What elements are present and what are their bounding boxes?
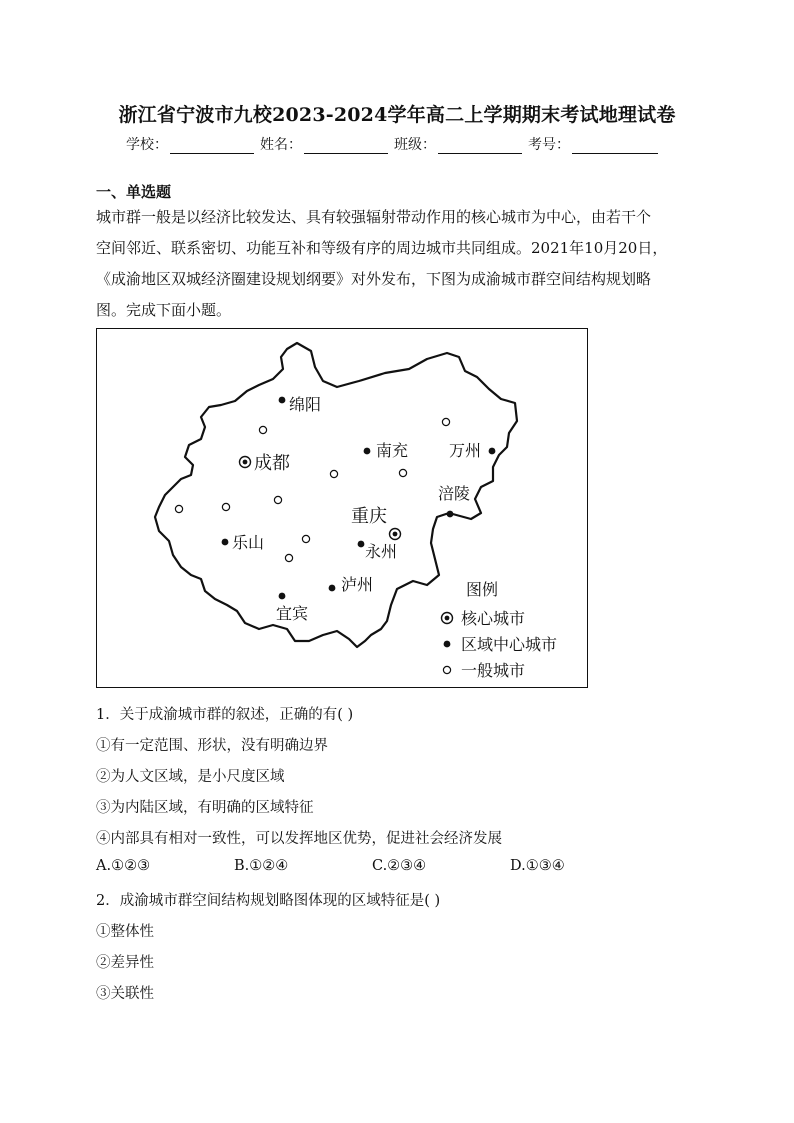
legend-title: 图例 — [466, 580, 499, 599]
general-city-marker — [285, 554, 292, 561]
student-info-row — [126, 134, 664, 154]
general-city-marker — [222, 503, 229, 510]
legend-regional-symbol — [444, 641, 451, 648]
question-1-stem: 1．关于成渝城市群的叙述，正确的有( ) — [96, 707, 354, 723]
legend-general-label: 一般城市 — [461, 661, 526, 680]
class-label: 班级： — [394, 137, 436, 153]
legend-core-symbol — [442, 613, 453, 624]
general-city-marker — [302, 535, 309, 542]
intro-line: 空间邻近、联系密切、功能互补和等级有序的周边城市共同组成。2021年10月20日， — [96, 239, 668, 257]
question-2-statement: ①整体性 — [96, 924, 154, 940]
legend-core-label: 核心城市 — [461, 609, 526, 628]
option-b[interactable]: B.①②④ — [234, 858, 289, 874]
general-city-marker — [175, 505, 182, 512]
city-marker-leshan — [222, 539, 229, 546]
question-2-statement: ③关联性 — [96, 986, 154, 1002]
general-city-marker — [442, 418, 449, 425]
city-marker-chongqing — [390, 529, 401, 540]
intro-line: 城市群一般是以经济比较发达、具有较强辐射带动作用的核心城市为中心，由若干个 — [96, 208, 652, 226]
city-marker-wanzhou — [489, 448, 496, 455]
city-marker-yongzhou — [358, 541, 365, 548]
general-city-marker — [274, 496, 281, 503]
city-label-leshan: 乐山 — [232, 533, 265, 552]
option-a[interactable]: A.①②③ — [96, 858, 151, 874]
city-label-fuling: 涪陵 — [438, 484, 471, 503]
option-d[interactable]: D.①③④ — [510, 858, 565, 874]
name-blank[interactable] — [304, 137, 388, 154]
city-label-yongzhou: 永州 — [365, 542, 398, 561]
intro-line: 图。完成下面小题。 — [96, 301, 232, 319]
map-legend — [442, 580, 558, 680]
intro-line: 《成渝地区双城经济圈建设规划纲要》对外发布，下图为成渝城市群空间结构规划略 — [96, 270, 652, 288]
city-marker-chengdu — [240, 457, 251, 468]
class-blank[interactable] — [438, 137, 522, 154]
question-1-statement: ①有一定范围、形状，没有明确边界 — [96, 738, 328, 754]
exam-number-label: 考号： — [528, 137, 570, 153]
general-city-marker — [399, 469, 406, 476]
city-marker-fuling — [447, 511, 454, 518]
section-heading: 一、单选题 — [96, 183, 172, 201]
general-city-marker — [330, 470, 337, 477]
city-label-luzhou: 泸州 — [341, 575, 374, 594]
city-label-nanchong: 南充 — [376, 441, 409, 460]
question-1-options — [96, 858, 706, 880]
question-1-statement: ②为人文区域，是小尺度区域 — [96, 769, 285, 785]
question-2-statement: ②差异性 — [96, 955, 154, 971]
legend-regional-label: 区域中心城市 — [461, 635, 558, 654]
general-city-marker — [259, 426, 266, 433]
name-label: 姓名： — [260, 137, 302, 153]
city-label-yibin: 宜宾 — [276, 604, 309, 623]
question-2-stem: 2．成渝城市群空间结构规划略图体现的区域特征是( ) — [96, 893, 441, 909]
city-label-chengdu: 成都 — [254, 453, 290, 474]
city-label-mianyang: 绵阳 — [289, 395, 322, 414]
city-label-chongqing: 重庆 — [351, 506, 387, 527]
city-marker-luzhou — [329, 585, 336, 592]
city-label-wanzhou: 万州 — [449, 441, 482, 460]
chengyu-map-figure — [96, 328, 588, 688]
school-blank[interactable] — [170, 137, 254, 154]
city-marker-yibin — [279, 593, 286, 600]
chengyu-map-svg — [97, 329, 587, 686]
question-1-statement: ③为内陆区域，有明确的区域特征 — [96, 800, 314, 816]
city-marker-mianyang — [279, 397, 286, 404]
city-marker-nanchong — [364, 448, 371, 455]
school-label: 学校： — [126, 137, 168, 153]
legend-general-symbol — [443, 666, 450, 673]
option-c[interactable]: C.②③④ — [372, 858, 427, 874]
intro-paragraph — [96, 202, 706, 326]
question-1-statement: ④内部具有相对一致性，可以发挥地区优势，促进社会经济发展 — [96, 831, 502, 847]
document-title: 浙江省宁波市九校2023-2024学年高二上学期期末考试地理试卷 — [118, 104, 676, 126]
exam-number-blank[interactable] — [572, 137, 658, 154]
